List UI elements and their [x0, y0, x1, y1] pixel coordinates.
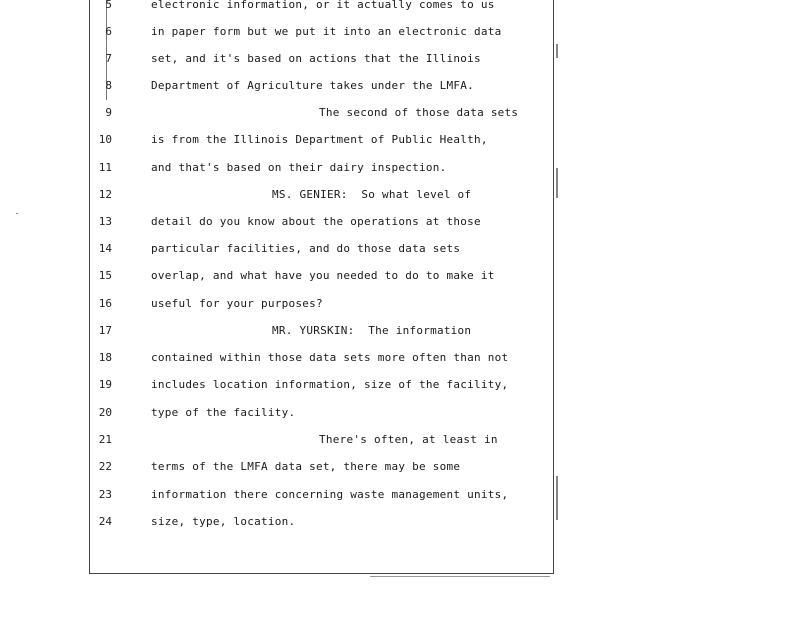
line-number: 9	[105, 106, 112, 119]
scan-mark	[556, 44, 558, 58]
line-number: 19	[98, 378, 112, 391]
line-text: is from the Illinois Department of Public Health,	[151, 133, 488, 146]
bottom-stub-line	[370, 576, 550, 577]
line-number: 18	[98, 351, 112, 364]
line-number: 5	[105, 0, 112, 11]
scan-mark	[556, 168, 558, 198]
line-number: 16	[98, 297, 112, 310]
line-text: in paper form but we put it into an electronic data	[151, 25, 502, 38]
line-number: 6	[105, 25, 112, 38]
line-number: 14	[98, 242, 112, 255]
line-text: Department of Agriculture takes under the LMFA.	[151, 79, 475, 92]
line-text: MR. YURSKIN: The information	[272, 324, 472, 337]
scan-speck	[16, 213, 18, 214]
line-text: The second of those data sets	[319, 106, 519, 119]
line-text: detail do you know about the operations at those	[151, 215, 481, 228]
line-number: 22	[98, 460, 112, 473]
line-text: MS. GENIER: So what level of	[272, 188, 472, 201]
line-number: 23	[98, 488, 112, 501]
scan-mark	[556, 476, 558, 520]
line-number: 21	[98, 433, 112, 446]
right-margin-rule	[553, 0, 554, 574]
line-text: terms of the LMFA data set, there may be some	[151, 460, 461, 473]
line-number: 7	[105, 52, 112, 65]
bottom-rule	[89, 573, 554, 574]
line-text: electronic information, or it actually comes to us	[151, 0, 495, 11]
line-number: 17	[98, 324, 112, 337]
line-number: 24	[98, 515, 112, 528]
line-text: There's often, at least in	[319, 433, 498, 446]
line-text: set, and it's based on actions that the Illinois	[151, 52, 481, 65]
line-text: particular facilities, and do those data sets	[151, 242, 461, 255]
line-text: and that's based on their dairy inspection.	[151, 161, 447, 174]
line-text: type of the facility.	[151, 406, 296, 419]
line-text: size, type, location.	[151, 515, 296, 528]
line-number: 8	[105, 79, 112, 92]
line-number: 13	[98, 215, 112, 228]
line-number: 20	[98, 406, 112, 419]
line-number: 12	[98, 188, 112, 201]
line-text: contained within those data sets more often than not	[151, 351, 509, 364]
line-text: includes location information, size of the facility,	[151, 378, 509, 391]
line-number: 10	[98, 133, 112, 146]
line-text: useful for your purposes?	[151, 297, 323, 310]
line-number: 11	[98, 161, 112, 174]
line-number: 15	[98, 269, 112, 282]
line-text: information there concerning waste management units,	[151, 488, 509, 501]
line-text: overlap, and what have you needed to do to make it	[151, 269, 495, 282]
